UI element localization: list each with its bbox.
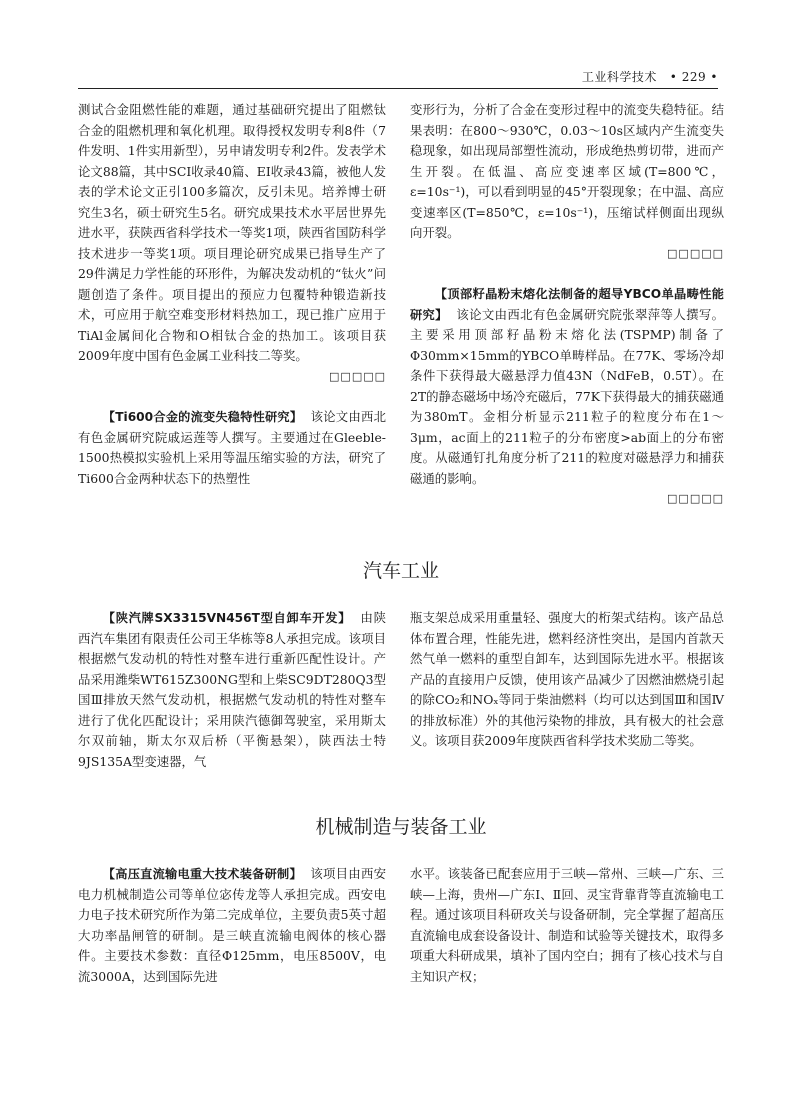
end-mark: □□□□□	[667, 246, 724, 260]
article-3-text: 该论文由西北有色金属研究院张翠萍等人撰写。主要采用顶部籽晶粉末熔化法(TSPMP)制备了Φ30mm×15mm的YBCO单畴样品。在77K、零场冷却条件下获得最大磁悬浮力值43N（NdFeB，0.5T）。在2T的静态磁场中场冷充磁后，77K下获得最大的捕获磁通为380mT。金相分析显示211粒子的粒度分布在1～3μm，ac面上的211粒子的分布密度>ab面上的分布密度。从磁通钉扎角度分析了211的粒度对磁悬浮力和捕获磁通的影响。	[410, 306, 724, 486]
article-2-title: 【Ti600合金的流变失稳特性研究】	[102, 410, 303, 424]
machinery-left-column	[78, 864, 386, 987]
top-left-column	[78, 100, 386, 489]
article-4-title: 【陕汽牌SX3315VN456T型自卸车开发】	[102, 611, 352, 625]
article-4-continued: 瓶支架总成采用重量轻、强度大的桁架式结构。该产品总体布置合理，性能先进，燃料经济性突出，是国内首款天然气单一燃料的重型自卸车，达到国际先进水平。根据该产品的直接用户反馈，使用该产品减少了因燃油燃烧引起的除CO₂和NOₓ等同于柴油燃料（均可以达到国Ⅲ和国Ⅳ的排放标准）外的其他污染物的排放，具有极大的社会意义。该项目获2009年度陕西省科学技术奖励二等奖。	[410, 610, 724, 748]
end-mark: □□□□□	[329, 369, 386, 383]
top-right-column	[410, 100, 724, 510]
journal-info	[582, 68, 718, 85]
journal-name: 工业科学技术	[581, 70, 657, 84]
article-5-title: 【高压直流输电重大技术装备研制】	[102, 867, 302, 881]
section-heading-auto: 汽车工业	[362, 560, 439, 582]
page-number: • 229 •	[669, 70, 718, 84]
article-1-text: 测试合金阻燃性能的难题，通过基础研究提出了阻燃钛合金的阻燃机理和氧化机理。取得授权发明专利8件（7件发明、1件实用新型），另申请发明专利2件。发表学术论文88篇，其中SCI收录40篇、EI收录43篇，被他人发表的学术论文正引100多篇次，反引未见。培养博士研究生3名，硕士研究生5名。研究成果技术水平居世界先进水平，获陕西省科学技术一等奖1项，陕西省国防科学技术进步一等奖1项。项目理论研究成果已指导生产了29件满足力学性能的环形件，为解决发动机的“钛火”问题创造了条件。项目提出的预应力包覆特种锻造新技术，可应用于航空难变形材料热加工，现已推广应用于TiAl金属间化合物和O相钛合金的热加工。该项目获2009年度中国有色金属工业科技二等奖。	[78, 102, 386, 363]
end-mark: □□□□□	[667, 492, 724, 505]
article-3	[410, 284, 724, 489]
auto-right-column	[410, 608, 724, 752]
article-2-continued: 变形行为，分析了合金在变形过程中的流变失稳特征。结果表明：在800～930℃，0.03～10s区域内产生流变失稳现象，如出现局部塑性流动，形成绝热剪切带，进而产生开裂。在低温、高应变速率区域(T=800℃，ε=10s⁻¹)，可以看到明显的45°开裂现象；在中温、高应变速率区(T=850℃，ε=10s⁻¹)，压缩试样侧面出现纵向开裂。	[410, 102, 724, 240]
article-3-title: 【顶部籽晶粉末熔化法制备的超导YBCO单晶畴性能研究】	[410, 287, 724, 322]
machinery-right-column	[410, 864, 724, 987]
running-header	[78, 62, 718, 89]
article-5	[78, 864, 386, 987]
article-2-text: 该论文由西北有色金属研究院戚运莲等人撰写。主要通过在Gleeble-1500热模拟实验机上采用等温压缩实验的方法，研究了Ti600合金两种状态下的热塑性	[78, 409, 386, 486]
article-5-continued: 水平。该装备已配套应用于三峡—常州、三峡—广东、三峡—上海，贵州—广东Ⅰ、Ⅱ回、灵宝背靠背等直流输电工程。通过该项目科研攻关与设备研制，完全掌握了超高压直流输电成套设备设计、制造和试验等关键技术，取得多项重大科研成果，填补了国内空白；拥有了核心技术与自主知识产权；	[410, 866, 724, 984]
article-2	[78, 407, 386, 489]
article-4	[78, 608, 386, 772]
section-heading-machinery: 机械制造与装备工业	[315, 816, 487, 838]
auto-left-column	[78, 608, 386, 772]
article-4-text: 由陕西汽车集团有限责任公司王华栋等8人承担完成。该项目根据燃气发动机的特性对整车进行重新匹配性设计。产品采用潍柴WT615Z300NG型和上柴SC9DT280Q3型国Ⅲ排放天然气发动机，根据燃气发动机的特性对整车进行了优化匹配设计；采用陕汽德御驾驶室，采用斯太尔双前轴，斯太尔双后桥（平衡悬架），陕西法士特9JS135A型变速器，气	[78, 610, 386, 769]
article-5-text: 该项目由西安电力机械制造公司等单位宓传龙等人承担完成。西安电力电子技术研究所作为第二完成单位，主要负责5英寸超大功率晶闸管的研制。是三峡直流输电阀体的核心器件。主要技术参数：直径Φ125mm，电压8500V，电流3000A，达到国际先进	[78, 866, 387, 984]
